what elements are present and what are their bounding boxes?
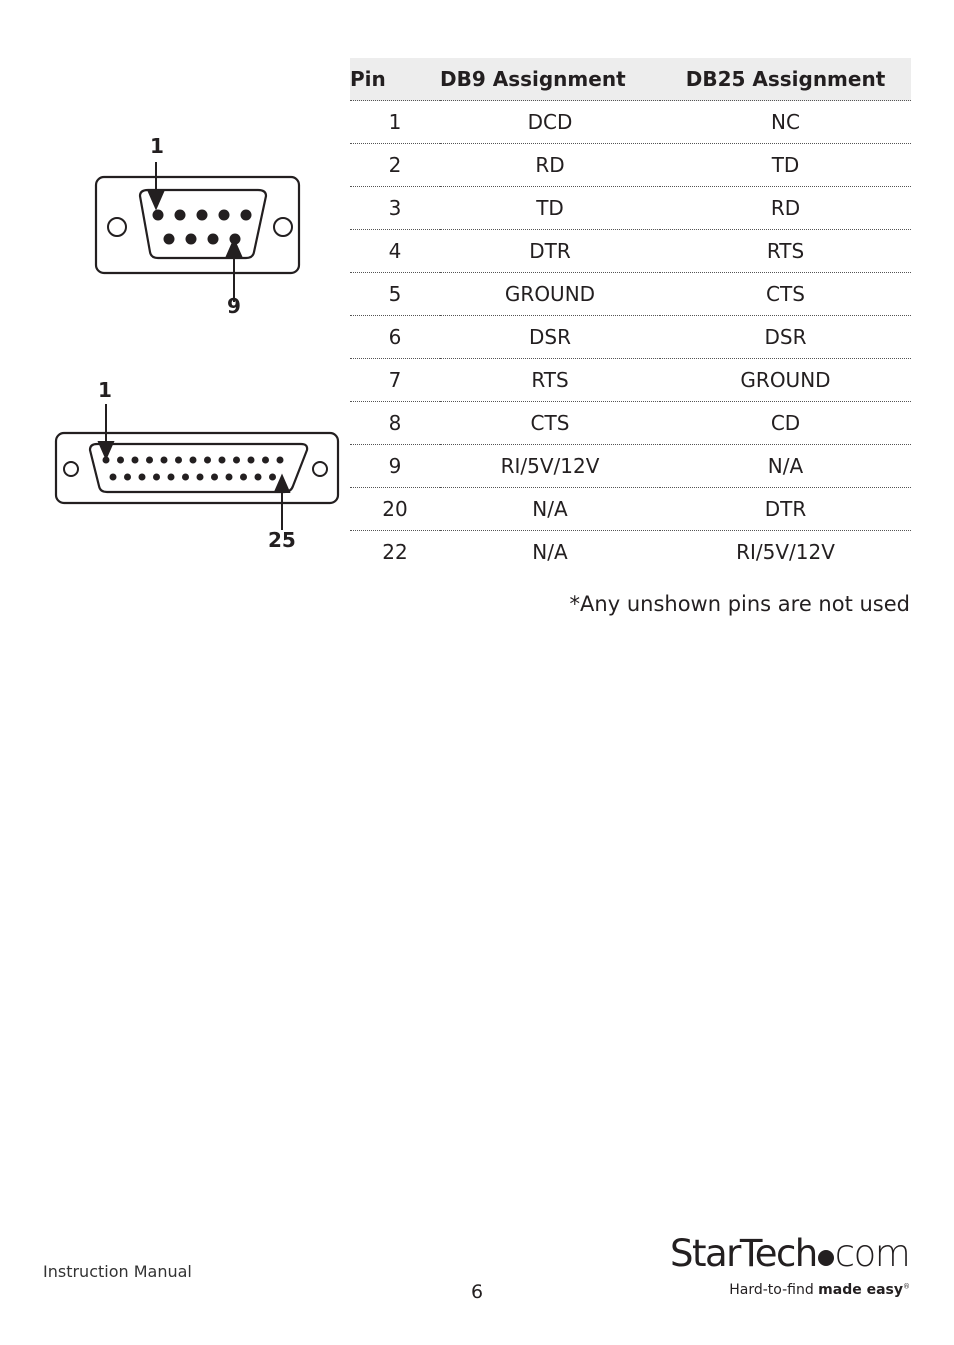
db25-pin-dot — [168, 474, 175, 481]
db25-pin-dot — [255, 474, 262, 481]
db9-pin-dot — [208, 234, 219, 245]
db25-pin-25-label: 25 — [268, 528, 296, 552]
db9-pin-dot — [175, 210, 186, 221]
db25-pin-dot — [197, 474, 204, 481]
db9-assignment: GROUND — [440, 273, 660, 316]
pin-number: 5 — [350, 273, 440, 316]
table-row — [350, 531, 911, 574]
db25-pin-dot — [139, 474, 146, 481]
db25-pin-dot — [161, 457, 168, 464]
pin-number: 20 — [350, 488, 440, 531]
startech-logo — [670, 1232, 910, 1278]
table-row — [350, 144, 911, 187]
db25-pin-dot — [190, 457, 197, 464]
db25-assignment: CD — [660, 402, 911, 445]
db25-pin-dot — [204, 457, 211, 464]
table-row — [350, 101, 911, 144]
db9-pin-dot — [153, 210, 164, 221]
db25-pin-dot — [211, 474, 218, 481]
tagline-registered-mark: ® — [903, 1282, 910, 1291]
header-db25-assignment: DB25 Assignment — [660, 58, 911, 101]
pin-number: 6 — [350, 316, 440, 359]
pin-number: 2 — [350, 144, 440, 187]
db9-assignment: N/A — [440, 488, 660, 531]
db25-pin-dot — [226, 474, 233, 481]
db25-assignment: RTS — [660, 230, 911, 273]
db9-pin-dot — [197, 210, 208, 221]
db9-pin-dot — [164, 234, 175, 245]
db9-pin-dot — [186, 234, 197, 245]
db25-pin-dot — [269, 474, 276, 481]
db25-pin-dot — [175, 457, 182, 464]
db25-pin-dot — [153, 474, 160, 481]
db9-connector-diagram — [88, 130, 308, 320]
db25-connector-diagram — [50, 374, 350, 554]
db25-assignment: RD — [660, 187, 911, 230]
db25-assignment: GROUND — [660, 359, 911, 402]
db25-pin-dot — [182, 474, 189, 481]
tagline-bold: made easy — [818, 1282, 903, 1298]
db25-pin-dot — [248, 457, 255, 464]
pin-assignment-table — [350, 58, 911, 573]
footer-instruction-manual: Instruction Manual — [43, 1262, 192, 1281]
db9-assignment: DCD — [440, 101, 660, 144]
table-row — [350, 187, 911, 230]
db9-pin-9-label: 9 — [227, 294, 241, 318]
db25-assignment: DTR — [660, 488, 911, 531]
db25-assignment: TD — [660, 144, 911, 187]
db9-connector-drawing — [88, 130, 308, 320]
db25-assignment: N/A — [660, 445, 911, 488]
table-row — [350, 316, 911, 359]
db25-assignment: DSR — [660, 316, 911, 359]
pin-number: 22 — [382, 540, 408, 564]
db25-assignment: CTS — [660, 273, 911, 316]
unused-pins-note: *Any unshown pins are not used — [569, 592, 910, 616]
db25-pin-dot — [233, 457, 240, 464]
db25-pin-dot — [146, 457, 153, 464]
db25-pin-dot — [124, 474, 131, 481]
header-pin: Pin — [350, 58, 440, 101]
pin-number: 9 — [350, 445, 440, 488]
table-row — [350, 359, 911, 402]
table-row — [350, 488, 911, 531]
db9-pin-dot — [241, 210, 252, 221]
db25-pin-dot — [110, 474, 117, 481]
pin-number: 1 — [350, 101, 440, 144]
db25-pin-dot — [262, 457, 269, 464]
db25-assignment: RI/5V/12V — [736, 540, 835, 564]
db9-assignment: N/A — [532, 540, 568, 564]
db25-pin-dot — [277, 457, 284, 464]
db25-pin-dot — [132, 457, 139, 464]
db9-assignment: RI/5V/12V — [440, 445, 660, 488]
logo-com: com — [834, 1232, 910, 1275]
table-row — [350, 402, 911, 445]
page-number: 6 — [470, 1281, 484, 1303]
logo-tagline — [729, 1282, 910, 1298]
logo-dot-icon — [818, 1250, 834, 1266]
pin-number: 8 — [350, 402, 440, 445]
table-row — [350, 445, 911, 488]
header-db9-assignment: DB9 Assignment — [440, 58, 660, 101]
db9-assignment: DTR — [440, 230, 660, 273]
db9-assignment: RD — [440, 144, 660, 187]
pin-number: 7 — [350, 359, 440, 402]
db25-pin-dot — [240, 474, 247, 481]
table-header-row — [350, 58, 911, 101]
pin-number: 3 — [350, 187, 440, 230]
db9-assignment: CTS — [440, 402, 660, 445]
table-row — [350, 230, 911, 273]
pin-number: 4 — [350, 230, 440, 273]
tagline-regular: Hard-to-find — [729, 1282, 819, 1298]
db9-assignment: TD — [440, 187, 660, 230]
db25-pin-1-label: 1 — [98, 378, 112, 402]
logo-wordmark: StarTech — [670, 1232, 817, 1275]
db9-assignment: RTS — [440, 359, 660, 402]
db9-pin-dot — [219, 210, 230, 221]
table-row — [350, 273, 911, 316]
db25-pin-dot — [219, 457, 226, 464]
db25-connector-drawing — [50, 374, 350, 554]
db9-assignment: DSR — [440, 316, 660, 359]
db9-pin-1-label: 1 — [150, 134, 164, 158]
db25-assignment: NC — [660, 101, 911, 144]
db25-pin-dot — [117, 457, 124, 464]
